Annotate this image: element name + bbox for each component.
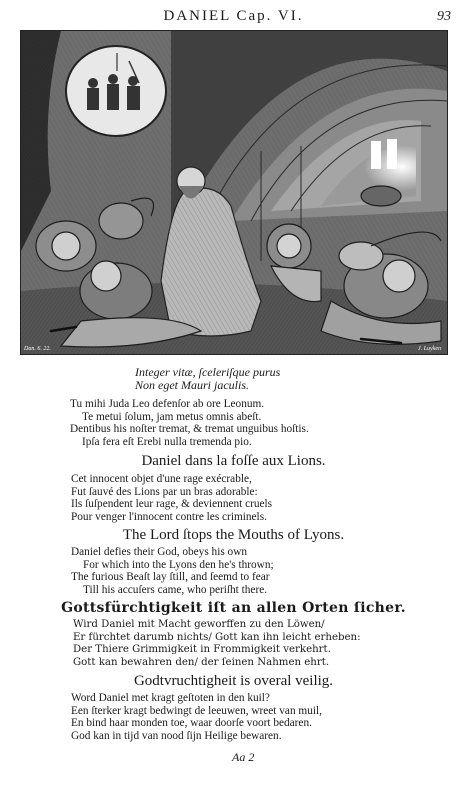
- german-heading: Gottsfürchtigkeit iſt an allen Orten ſicher.: [61, 600, 406, 616]
- dutch-line: Een ſterker kragt bedwingt de leeuwen, wreet van muil,: [71, 704, 322, 717]
- english-line: For which into the Lyons den he's thrown;: [83, 558, 274, 571]
- signature-mark: Aa 2: [232, 750, 255, 764]
- plate-signature-left: Dan. 6. 22.: [24, 346, 51, 352]
- french-line: Ils ſuſpendent leur rage, & deviennent cruels: [71, 498, 273, 511]
- latin-motto: [135, 366, 467, 392]
- latin-line: Te metui ſolum, jam metus omnis abeſt.: [82, 410, 262, 423]
- dutch-line: Word Daniel met kragt geſtoten in den kuil?: [71, 692, 270, 704]
- dutch-heading: Godtvruchtigheit is overal veilig.: [133, 673, 334, 689]
- running-title: DANIEL Cap. VI.: [163, 8, 304, 24]
- dutch-line: En bind haar monden toe, waar doorſe voort bedaren.: [71, 717, 312, 730]
- german-line: Gott kan bewahren den/ der ſeinen Nahmen ehrt.: [73, 657, 330, 669]
- latin-line: Tu mihi Juda Leo defenſor ab ore Leonum.: [70, 398, 265, 410]
- english-line: Till his accuſers came, who periſht there.: [83, 584, 268, 597]
- motto-line: Integer vitæ, ſceleriſque purus: [135, 365, 281, 379]
- latin-line: Ipſa fera eſt Erebi nulla tremenda pio.: [82, 436, 252, 449]
- english-line: Daniel defies their God, obeys his own: [71, 546, 248, 558]
- french-line: Cet innocent objet d'une rage exécrable,: [71, 473, 252, 485]
- english-verse: [71, 546, 467, 597]
- english-heading: The Lord ſtops the Mouths of Lyons.: [122, 527, 345, 543]
- plate-signature-right: J. Luyken: [418, 346, 441, 352]
- latin-verse: [70, 398, 467, 449]
- german-verse: [73, 619, 467, 670]
- french-heading: Daniel dans la foſſe aux Lions.: [141, 453, 326, 469]
- german-line: Der Thiere Grimmigkeit in Frommigkeit verkehrt.: [73, 644, 331, 656]
- french-line: Pour venger l'innocent contre les criminels.: [71, 511, 267, 524]
- lions-den-engraving: [21, 31, 447, 354]
- german-line: Wird Daniel mit Macht geworffen zu den Löwen/: [73, 619, 325, 630]
- english-line: The furious Beaſt lay ſtill, and ſeemd to fear: [71, 571, 270, 584]
- dutch-verse: [71, 692, 467, 743]
- page-header: [0, 0, 467, 30]
- page-number: 93: [437, 9, 451, 24]
- motto-line: Non eget Mauri jaculis.: [135, 378, 249, 392]
- french-line: Fut ſauvé des Lions par un bras adorable:: [71, 485, 258, 498]
- engraving-plate: [20, 30, 448, 355]
- german-line: Er fürchtet darumb nichts/ Gott kan ihn leicht erheben:: [73, 631, 361, 643]
- french-verse: [71, 473, 467, 524]
- dutch-line: God kan in tijd van nood ſijn Heilige bewaren.: [71, 730, 282, 743]
- latin-line: Dentibus his noſter tremat, & tremat unguibus hoſtis.: [70, 423, 309, 436]
